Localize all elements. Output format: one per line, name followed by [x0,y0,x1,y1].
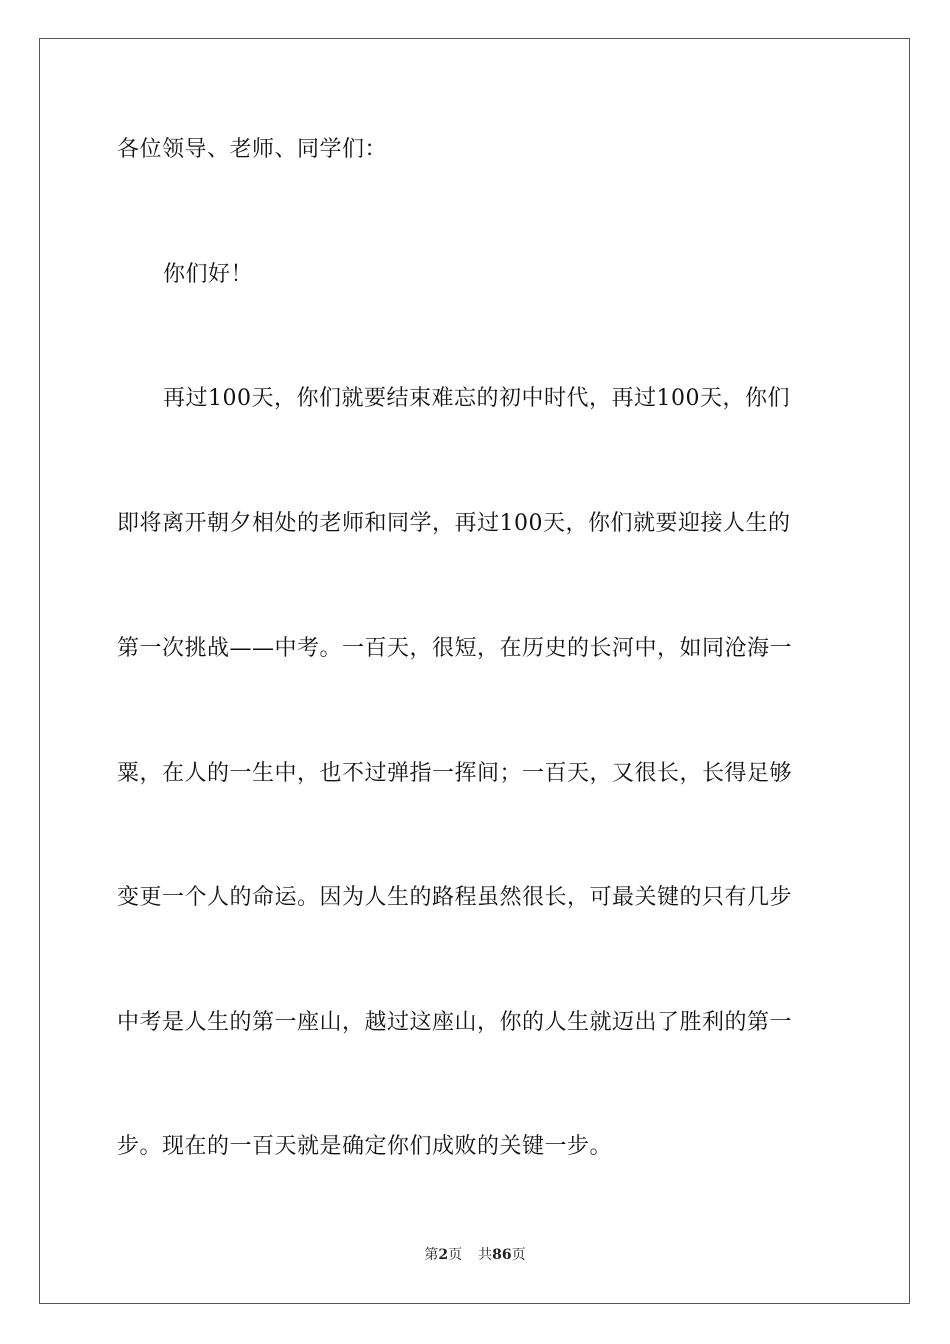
body-line-5: 变更一个人的命运。因为人生的路程虽然很长，可最关键的只有几步 [117,885,793,910]
salutation-line: 你们好！ [163,262,254,287]
body-line-7: 步。现在的一百天就是确定你们成败的关键一步。 [117,1134,613,1159]
body-line-3: 第一次挑战——中考。一百天，很短，在历史的长河中，如同沧海一 [117,636,793,661]
body-line-2: 即将离开朝夕相处的老师和同学，再过100天，你们就要迎接人生的 [117,511,791,536]
body-line-4: 粟，在人的一生中，也不过弹指一挥间；一百天，又很长，长得足够 [117,761,793,786]
footer-page-suffix: 页 [448,1247,463,1263]
footer-page-number: 2 [438,1247,449,1263]
footer-page-prefix: 第 [424,1247,439,1263]
body-line-6: 中考是人生的第一座山，越过这座山，你的人生就迈出了胜利的第一 [117,1010,793,1035]
footer-total-number: 86 [492,1247,512,1263]
page-footer [0,1245,950,1265]
greeting-line: 各位领导、老师、同学们： [117,137,388,162]
body-line-1: 再过100天，你们就要结束难忘的初中时代，再过100天，你们 [163,386,790,411]
page-frame [39,38,910,1304]
footer-total-prefix: 共 [478,1247,493,1263]
footer-total-suffix: 页 [511,1247,526,1263]
